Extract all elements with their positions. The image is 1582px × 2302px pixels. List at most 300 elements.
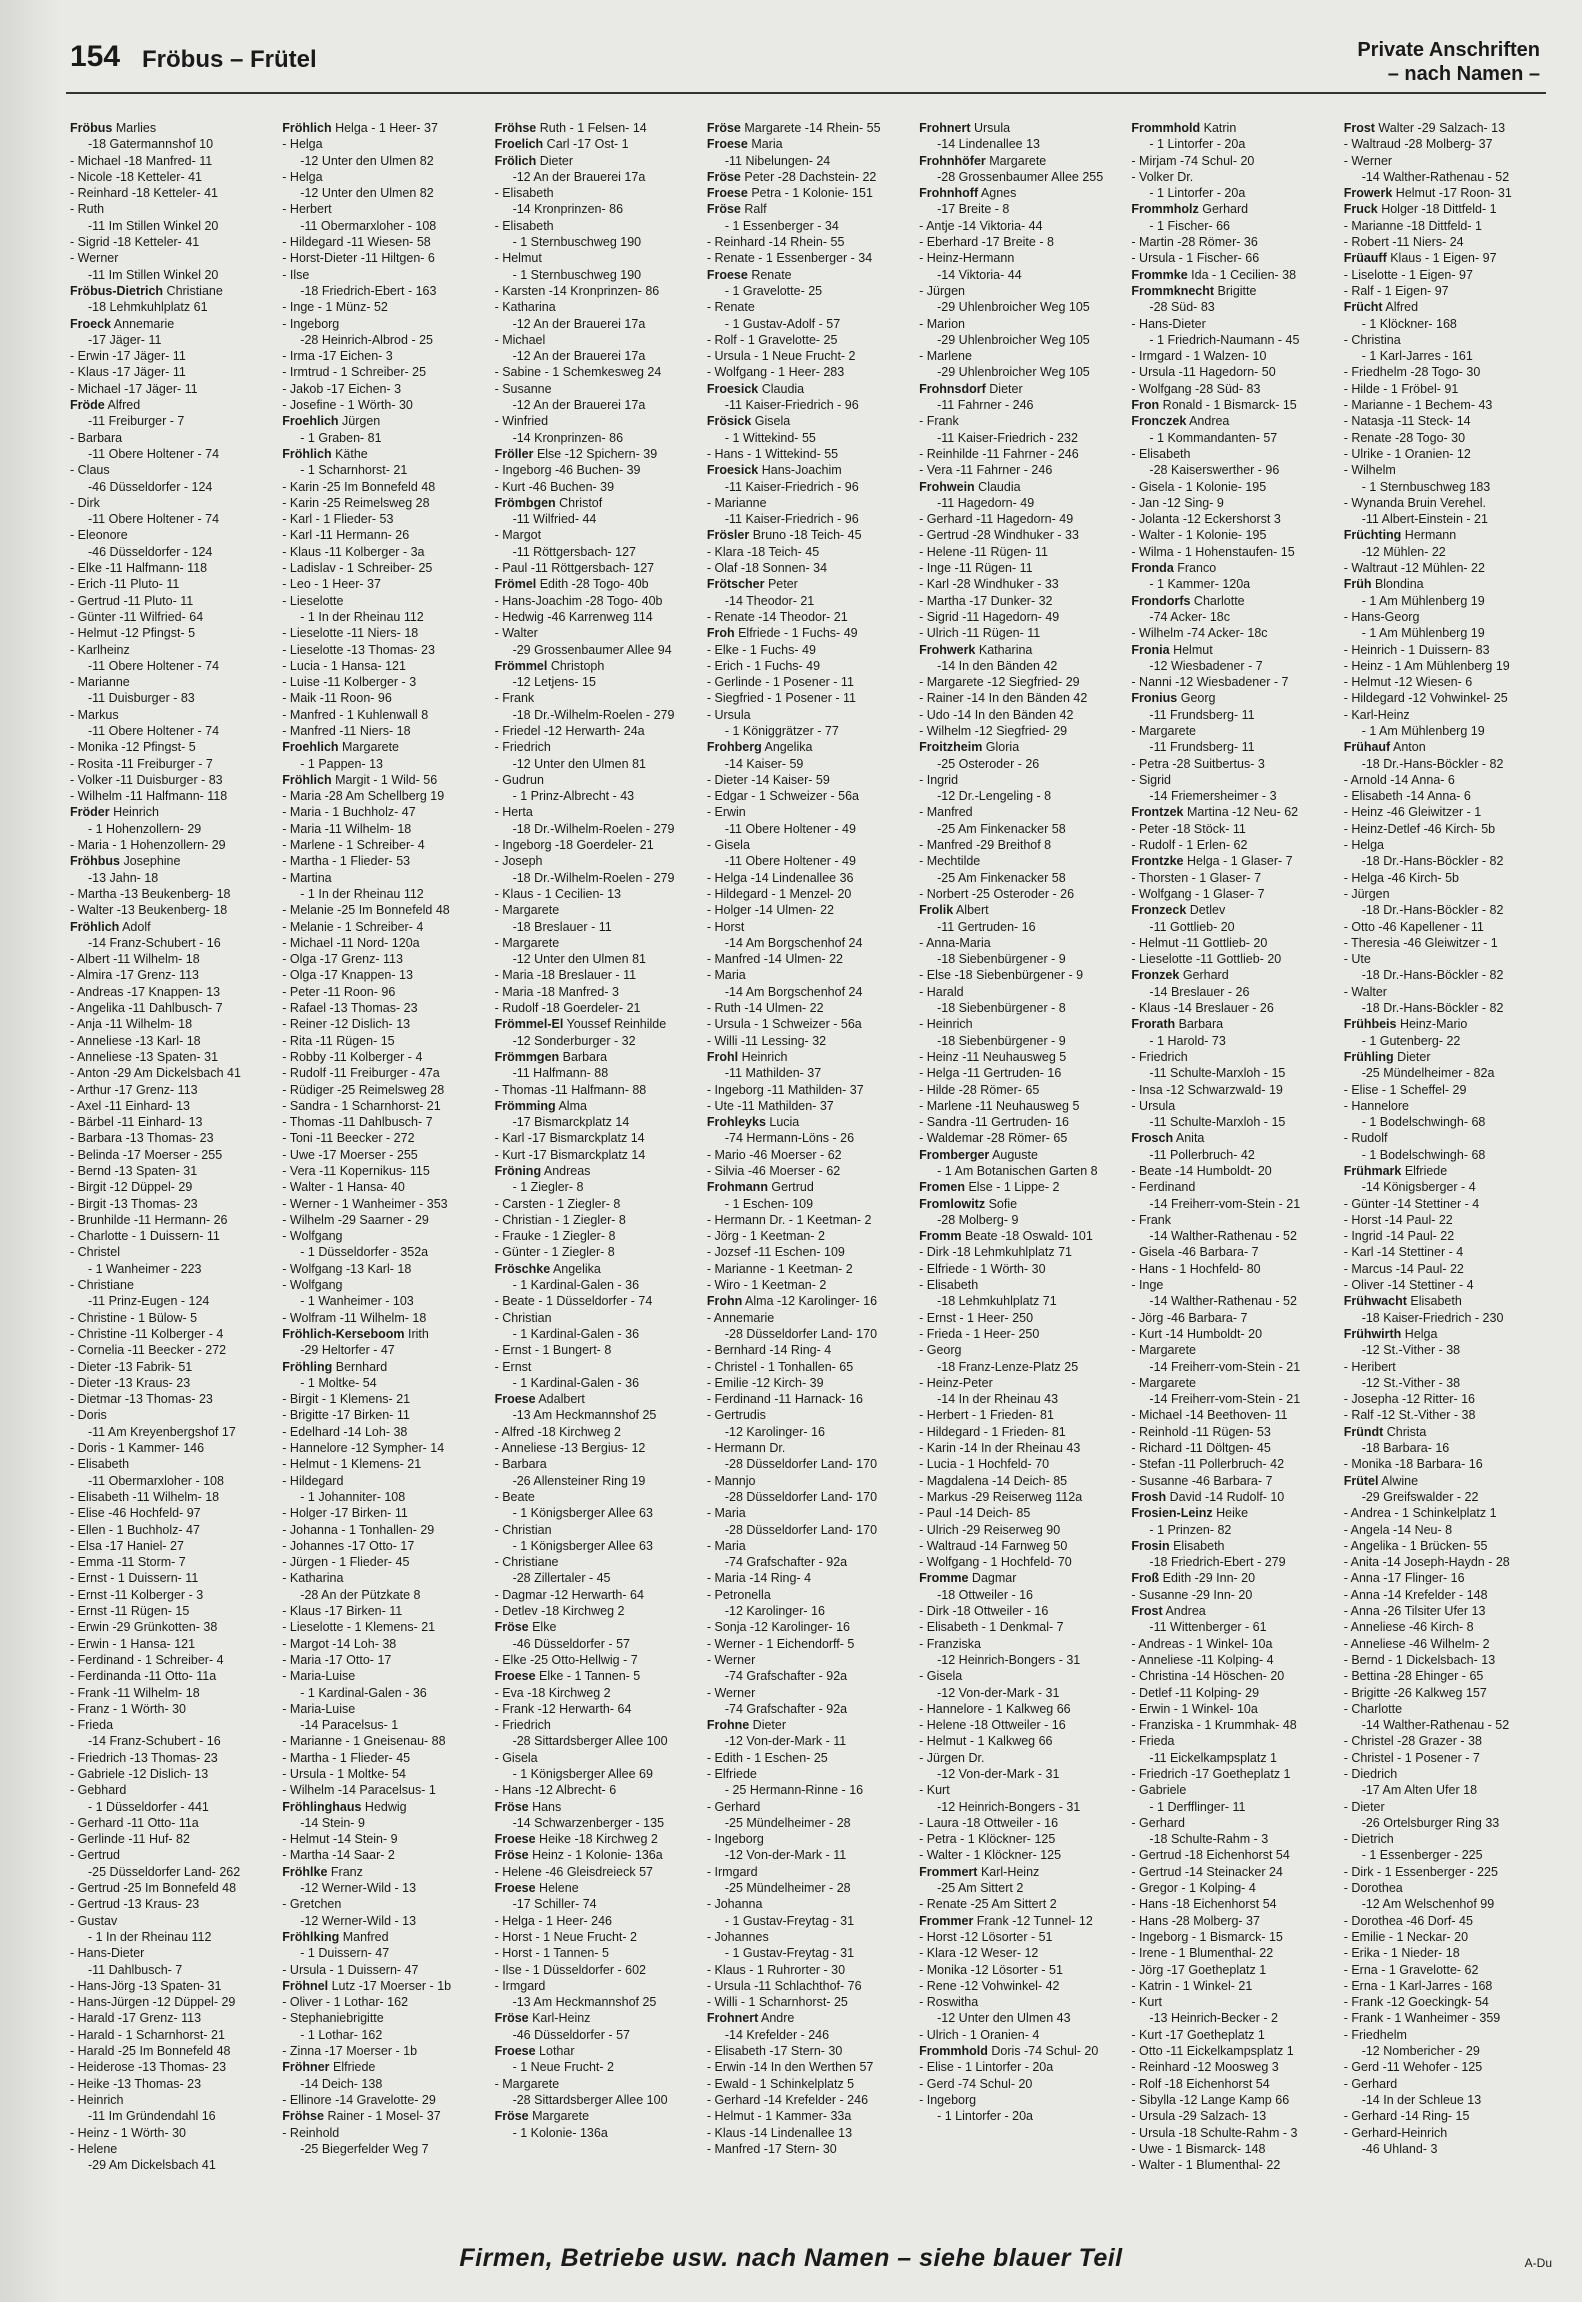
directory-entry: - 1 Königgrätzer - 77	[724, 723, 839, 738]
surname: Fröder	[70, 805, 110, 820]
directory-entry: -18 Friedrich-Ebert - 163	[300, 283, 437, 298]
directory-entry: Früchting Hermann	[1343, 528, 1457, 543]
directory-entry: - Werner - 1 Wanheimer - 353	[282, 1196, 448, 1211]
directory-entry: - Hilde - 1 Fröbel- 91	[1343, 381, 1459, 396]
directory-entry: - Christina	[1343, 332, 1401, 347]
directory-entry: - Gerlinde - 1 Posener - 11	[706, 675, 854, 690]
directory-entry: - Helene -18 Ottweiler - 16	[919, 1718, 1066, 1733]
surname: Frowerk	[1343, 186, 1393, 201]
surname: Frosch	[1131, 1131, 1174, 1146]
directory-entry: - Helga -11 Gertruden- 16	[919, 1066, 1062, 1081]
directory-entry: Fronczek Andrea	[1131, 414, 1230, 429]
directory-entry: - Herta	[494, 805, 533, 820]
directory-entry: - Rudolf -18 Goerdeler- 21	[494, 1001, 641, 1016]
directory-entry: - Manfred - 1 Kuhlenwall 8	[282, 707, 429, 722]
directory-entry: Fröde Alfred	[70, 398, 141, 413]
directory-entry: - 1 Friedrich-Naumann - 45	[1149, 332, 1300, 347]
directory-entry: - Maria-Luise	[282, 1669, 356, 1684]
directory-entry: Frösick Gisela	[706, 414, 791, 429]
surname: Fruck	[1343, 202, 1378, 217]
surname: Froese	[494, 1832, 536, 1847]
directory-entry: Frosh David -14 Rudolf- 10	[1131, 1489, 1285, 1504]
directory-entry: - Rüdiger -25 Reimelsweg 28	[282, 1082, 445, 1097]
directory-entry: -11 Am Kreyenbergshof 17	[88, 1424, 236, 1439]
directory-entry: -11 Schulte-Marxloh - 15	[1149, 1115, 1286, 1130]
surname: Frömbgen	[494, 495, 556, 510]
directory-entry: - Ursula - 1 Fischer- 66	[1131, 251, 1260, 266]
directory-entry: -11 Obere Holtener - 74	[88, 658, 220, 673]
directory-entry: - Elke - 1 Fuchs- 49	[706, 642, 816, 657]
directory-entry: - Karsten -14 Kronprinzen- 86	[494, 283, 660, 298]
directory-entry: Frontzke Helga - 1 Glaser- 7	[1131, 854, 1293, 869]
directory-entry: - Frieda - 1 Heer- 250	[919, 1326, 1040, 1341]
directory-entry: - Rudolf -11 Freiburger - 47a	[282, 1066, 440, 1081]
directory-entry: - 1 Sternbuschweg 190	[512, 267, 642, 282]
surname: Frohwein	[919, 479, 975, 494]
directory-entry: Frost Andrea	[1131, 1604, 1206, 1619]
directory-entry: - Anneliese -13 Karl- 18	[70, 1033, 201, 1048]
directory-entry: -18 Breslauer - 11	[512, 919, 612, 934]
directory-entry: -13 Jahn- 18	[88, 870, 159, 885]
directory-entry: - Gerhard	[1131, 1815, 1185, 1830]
directory-entry: Frühling Dieter	[1343, 1049, 1431, 1064]
surname: Frühmark	[1343, 1164, 1402, 1178]
surname: Froh	[706, 626, 735, 641]
directory-entry: - Klaus - 1 Ruhrorter - 30	[706, 1962, 846, 1977]
directory-entry: - Klaus -17 Birken- 11	[282, 1604, 403, 1619]
directory-entry: - Barbara	[494, 1457, 547, 1472]
directory-entry: - Georg	[919, 1343, 962, 1358]
directory-entry: Fronzek Gerhard	[1131, 968, 1229, 983]
directory-entry: -11 Wilfried- 44	[512, 512, 597, 527]
directory-entry: Fronzeck Detlev	[1131, 903, 1226, 918]
directory-entry: - Margarete	[1131, 1343, 1197, 1358]
directory-entry: -11 Duisburger - 83	[88, 691, 195, 706]
directory-entry: - Marianne	[706, 495, 767, 510]
directory-entry: - Harald -25 Im Bonnefeld 48	[70, 2044, 231, 2059]
directory-entry: - Helga -46 Kirch- 5b	[1343, 870, 1460, 885]
directory-entry: - Jörg -17 Goetheplatz 1	[1131, 1962, 1267, 1977]
surname: Frommhold	[919, 2044, 988, 2059]
directory-entry: - Sibylla -12 Lange Kamp 66	[1131, 2092, 1290, 2107]
directory-entry: -28 Grossenbaumer Allee 255	[937, 169, 1104, 184]
surname: Fröhlich	[282, 772, 332, 787]
directory-entry: - Susanne -29 Inn- 20	[1131, 1587, 1253, 1602]
directory-entry: -11 Obere Holtener - 49	[724, 854, 856, 869]
directory-entry: -14 Königsberger - 4	[1361, 1180, 1476, 1195]
directory-entry: - Michael -17 Jäger- 11	[70, 381, 198, 396]
directory-entry: - 1 Düsseldorfer - 441	[88, 1799, 209, 1814]
directory-entry: Froehlich Margarete	[282, 740, 399, 755]
directory-entry: - Kurt	[919, 1783, 950, 1798]
directory-entry: - Elisabeth	[494, 186, 554, 201]
directory-column	[1344, 120, 1550, 2180]
directory-entry: - Eleonore	[70, 528, 128, 543]
directory-entry: Fröning Andreas	[494, 1164, 591, 1178]
directory-entry: - Sabine - 1 Schemkesweg 24	[494, 365, 662, 380]
directory-entry: - Dietrich	[1343, 1832, 1394, 1847]
directory-entry: - Walter - 1 Kolonie- 195	[1131, 528, 1267, 543]
directory-entry: - Angelika -11 Dahlbusch- 7	[70, 1001, 223, 1016]
directory-entry: - Stephaniebrigitte	[282, 2011, 384, 2026]
section-heading	[1357, 38, 1540, 86]
directory-entry: Frorath Barbara	[1131, 1017, 1224, 1032]
directory-entry: - Wilma - 1 Hohenstaufen- 15	[1131, 544, 1295, 559]
directory-entry: Froelich Carl -17 Ost- 1	[494, 137, 629, 152]
directory-entry: -18 Lehmkuhlplatz 61	[88, 300, 208, 315]
directory-column	[495, 120, 701, 2180]
directory-entry: - Erwin - 1 Winkel- 10a	[1131, 1701, 1258, 1716]
directory-entry: - Margarete	[494, 935, 560, 950]
directory-entry: Frölich Dieter	[494, 153, 574, 168]
directory-entry: -14 Paracelsus- 1	[300, 1718, 399, 1733]
directory-entry: - Klaus -17 Jäger- 11	[70, 365, 186, 380]
directory-entry: - Johannes	[706, 1929, 769, 1944]
surname: Fröhlking	[282, 1929, 340, 1944]
directory-entry: - Christian	[494, 1310, 552, 1325]
directory-entry: -18 Kaiser-Friedrich - 230	[1361, 1310, 1504, 1325]
directory-entry: - Klara -18 Teich- 45	[706, 544, 820, 559]
directory-entry: Frosch Anita	[1131, 1131, 1205, 1146]
directory-entry: - Rafael -13 Thomas- 23	[282, 1001, 418, 1016]
directory-entry: Frühbeis Heinz-Mario	[1343, 1017, 1468, 1032]
directory-entry: - Horst	[706, 919, 745, 934]
directory-entry: - Ernst -11 Rügen- 15	[70, 1604, 190, 1619]
directory-entry: -18 Gatermannshof 10	[88, 137, 214, 152]
directory-entry: -14 Friemersheimer - 3	[1149, 789, 1277, 804]
directory-entry: - Margarete -12 Siegfried- 29	[919, 675, 1080, 690]
directory-entry: - Reinhard -14 Rhein- 55	[706, 235, 845, 250]
directory-entry: - Gerhard-Heinrich	[1343, 2125, 1448, 2140]
directory-entry: -46 Düsseldorfer - 124	[88, 544, 213, 559]
directory-entry: -25 Am Finkenacker 58	[937, 821, 1066, 836]
directory-entry: Fröhlking Manfred	[282, 1929, 389, 1944]
directory-entry: Fronda Franco	[1131, 561, 1217, 576]
directory-entry: -29 Grossenbaumer Allee 94	[512, 642, 672, 657]
directory-entry: - Inge	[1131, 1278, 1164, 1293]
surname: Früh	[1343, 577, 1372, 592]
directory-entry: Fröbus-Dietrich Christiane	[70, 283, 223, 298]
directory-entry: - Oliver -14 Stettiner - 4	[1343, 1278, 1474, 1293]
directory-entry: -11 Hagedorn- 49	[937, 495, 1035, 510]
directory-entry: Frömmel Christoph	[494, 658, 605, 673]
directory-entry: - Wilhelm -74 Acker- 18c	[1131, 626, 1268, 641]
directory-entry: - Dirk -18 Lehmkuhlplatz 71	[919, 1245, 1072, 1260]
directory-entry: - Ferdinand - 1 Schreiber- 4	[70, 1652, 224, 1667]
directory-entry: - Holger -14 Ulmen- 22	[706, 903, 834, 918]
directory-entry: - Sigrid -18 Ketteler- 41	[70, 235, 200, 250]
directory-entry: -11 Gottlieb- 20	[1149, 919, 1235, 934]
directory-entry: - Christine -11 Kolberger - 4	[70, 1326, 224, 1341]
directory-entry: Froese Petra - 1 Kolonie- 151	[706, 186, 873, 201]
directory-entry: - Manfred -11 Niers- 18	[282, 723, 411, 738]
directory-entry: - Helga	[282, 169, 323, 184]
directory-entry: - Volker -11 Duisburger - 83	[70, 772, 223, 787]
section-heading-line2: – nach Namen –	[1387, 63, 1540, 85]
surname: Fröbus-Dietrich	[70, 283, 164, 298]
directory-entry: -11 Obermarxloher - 108	[300, 218, 437, 233]
directory-entry: -17 Bismarckplatz 14	[512, 1115, 630, 1130]
surname: Frohberg	[706, 740, 762, 755]
directory-entry: -11 Obere Holtener - 74	[88, 512, 220, 527]
directory-entry: Frosien-Leinz Heike	[1131, 1506, 1249, 1521]
directory-entry: - Heinrich - 1 Duissern- 83	[1343, 642, 1490, 657]
directory-entry: - Detlev -18 Kirchweg 2	[494, 1604, 625, 1619]
directory-entry: - 1 In der Rheinau 112	[300, 886, 424, 901]
directory-column	[282, 120, 488, 2180]
directory-entry: - Friedrich	[494, 1718, 551, 1733]
surname: Froehlich	[282, 414, 339, 429]
directory-entry: - Ute	[1343, 952, 1371, 967]
directory-entry: Froese Maria	[706, 137, 783, 152]
directory-entry: - 1 Gustav-Freytag - 31	[724, 1946, 855, 1961]
directory-entry: -46 Düsseldorfer - 57	[512, 2027, 630, 2042]
directory-entry: - Roswitha	[919, 1995, 979, 2010]
directory-entry: - 1 Kardinal-Galen - 36	[300, 1685, 427, 1700]
surname: Froeck	[70, 316, 111, 331]
directory-entry: -26 Allensteiner Ring 19	[512, 1473, 646, 1488]
directory-entry: -28 Sittardsberger Allee 100	[512, 2092, 668, 2107]
directory-entry: - Martha -13 Beukenberg- 18	[70, 886, 231, 901]
directory-entry: -13 Am Heckmannshof 25	[512, 1995, 657, 2010]
directory-entry: - Petronella	[706, 1587, 771, 1602]
directory-entry: - Karl - 1 Flieder- 53	[282, 512, 394, 527]
directory-entry: -11 Kaiser-Friedrich - 96	[724, 398, 859, 413]
directory-entry: - Wynanda Bruin Verehel.	[1343, 495, 1487, 510]
directory-entry: - Klaus -11 Kolberger - 3a	[282, 544, 425, 559]
surname: Frömmel-El	[494, 1017, 564, 1032]
directory-entry: - Frank - 1 Wanheimer - 359	[1343, 2011, 1501, 2026]
directory-entry: - Ingeborg	[282, 316, 340, 331]
directory-entry: - Frank	[919, 414, 959, 429]
directory-entry: -12 Karolinger- 16	[724, 1604, 825, 1619]
surname: Frohl	[706, 1049, 739, 1064]
directory-entry: -28 Süd- 83	[1149, 300, 1215, 315]
directory-entry: - Jörg - 1 Keetman- 2	[706, 1229, 825, 1244]
directory-entry: - Elfriede - 1 Wörth- 30	[919, 1261, 1046, 1276]
directory-entry: - Anita -14 Joseph-Haydn - 28	[1343, 1555, 1510, 1570]
directory-entry: -18 Franz-Lenze-Platz 25	[937, 1359, 1079, 1374]
directory-entry: Froehlich Jürgen	[282, 414, 381, 429]
directory-entry: Fröse Margarete	[494, 2109, 590, 2124]
directory-entry: - 1 Johanniter- 108	[300, 1489, 406, 1504]
header-rule	[66, 92, 1546, 94]
directory-entry: - Rudolf - 1 Erlen- 62	[1131, 838, 1248, 853]
directory-entry: - 1 Fischer- 66	[1149, 218, 1230, 233]
directory-entry: - Irmgard	[494, 1978, 546, 1993]
directory-entry: - 1 Kolonie- 136a	[512, 2125, 608, 2140]
directory-entry: - Martin -28 Römer- 36	[1131, 235, 1258, 250]
directory-entry: - Elke -11 Halfmann- 118	[70, 561, 208, 576]
directory-entry: - Maria	[706, 1506, 746, 1521]
directory-entry: - Hans-Jörg -13 Spaten- 31	[70, 1978, 222, 1993]
directory-column	[707, 120, 913, 2180]
directory-entry: - Margarete	[1131, 1375, 1197, 1390]
directory-entry: - 1 Wanheimer - 223	[88, 1261, 202, 1276]
directory-entry: - 1 Neue Frucht- 2	[512, 2060, 614, 2075]
directory-entry: - Günter -14 Stettiner - 4	[1343, 1196, 1480, 1211]
surname: Fröhling	[282, 1359, 333, 1374]
directory-entry: - Helga - 1 Heer- 246	[494, 1913, 612, 1928]
directory-entry: - Elsa -17 Haniel- 27	[70, 1538, 184, 1553]
directory-entry: - Birgit -13 Thomas- 23	[70, 1196, 198, 1211]
directory-entry: - 1 Graben- 81	[300, 430, 382, 445]
directory-entry: - Claus	[70, 463, 110, 478]
directory-entry: - Ingeborg	[919, 2092, 977, 2107]
surname: Frohnert	[706, 2011, 759, 2026]
directory-entry: - Helmut - 1 Kammer- 33a	[706, 2109, 852, 2124]
directory-entry: - 1 Wanheimer - 103	[300, 1294, 414, 1309]
directory-entry: - Jörg -46 Barbara- 7	[1131, 1310, 1248, 1325]
directory-entry: - Andreas -17 Knappen- 13	[70, 984, 221, 999]
directory-entry: - Friedrich -13 Thomas- 23	[70, 1750, 218, 1765]
directory-entry: - Almira -17 Grenz- 113	[70, 968, 199, 983]
surname: Frölich	[494, 153, 537, 168]
directory-entry: Fromlowitz Sofie	[919, 1196, 1018, 1211]
directory-entry: - Elisabeth -14 Anna- 6	[1343, 789, 1471, 804]
directory-entry: - Thorsten - 1 Glaser- 7	[1131, 870, 1262, 885]
directory-entry: - Maria	[706, 968, 746, 983]
directory-entry: -18 Dr.-Hans-Böckler - 82	[1361, 854, 1504, 869]
directory-entry: - Martina	[282, 870, 332, 885]
directory-entry: - Katrin - 1 Winkel- 21	[1131, 1978, 1253, 1993]
directory-entry: - Vera -11 Fahrner - 246	[919, 463, 1053, 478]
directory-entry: - Maria - 1 Hohenzollern- 29	[70, 838, 226, 853]
directory-entry: - Gisela	[494, 1750, 538, 1765]
surname: Fröschke	[494, 1261, 551, 1276]
directory-entry: - Hildegard	[282, 1473, 344, 1488]
directory-entry: -29 Uhlenbroicher Weg 105	[937, 365, 1090, 380]
directory-entry: -12 Letjens- 15	[512, 675, 596, 690]
directory-entry: Fronia Helmut	[1131, 642, 1213, 657]
directory-entry: - Ursula - 1 Moltke- 54	[282, 1766, 406, 1781]
directory-entry: - 1 Königsberger Allee 63	[512, 1538, 653, 1553]
surname: Froesick	[706, 463, 759, 478]
directory-entry: - Reinhold -11 Rügen- 53	[1131, 1424, 1271, 1439]
directory-entry: -25 Osteroder - 26	[937, 756, 1040, 771]
directory-entry: - Axel -11 Einhard- 13	[70, 1098, 190, 1113]
directory-entry: - 1 Essenberger - 34	[724, 218, 839, 233]
directory-entry: - 1 Lintorfer - 20a	[937, 2109, 1034, 2124]
directory-entry: - Beate - 1 Düsseldorfer - 74	[494, 1294, 653, 1309]
surname: Frommert	[919, 1864, 978, 1879]
directory-entry: - Wiro - 1 Keetman- 2	[706, 1278, 827, 1293]
directory-entry: Froese Helene	[494, 1881, 579, 1896]
directory-entry: - Siegfried - 1 Posener - 11	[706, 691, 856, 706]
directory-entry: - Wilhelm -12 Siegfried- 29	[919, 723, 1068, 738]
surname: Frohnsdorf	[919, 381, 986, 396]
directory-entry: -14 Theodor- 21	[724, 593, 815, 608]
directory-entry: - Heinz-Detlef -46 Kirch- 5b	[1343, 821, 1496, 836]
directory-entry: - Erwin -17 Jäger- 11	[70, 349, 186, 364]
directory-entry: - Frank -11 Wilhelm- 18	[70, 1685, 200, 1700]
directory-entry: - Dirk - 1 Essenberger - 225	[1343, 1864, 1498, 1879]
directory-entry: - Heinrich	[919, 1017, 973, 1032]
directory-entry: - Maria -18 Manfred- 3	[494, 984, 619, 999]
surname: Fröhse	[494, 121, 537, 135]
directory-entry: - Monika -12 Pfingst- 5	[70, 740, 196, 755]
directory-entry: Fründt Christa	[1343, 1424, 1427, 1439]
directory-entry: - Michael -11 Nord- 120a	[282, 935, 420, 950]
surname: Frühwirth	[1343, 1326, 1402, 1341]
directory-entry: - Gertrud -14 Steinacker 24	[1131, 1864, 1283, 1879]
directory-entry: - Ewald - 1 Schinkelplatz 5	[706, 2076, 855, 2091]
surname: Fronda	[1131, 561, 1174, 576]
surname: Frosien-Leinz	[1131, 1506, 1213, 1521]
directory-entry: -28 Sittardsberger Allee 100	[512, 1734, 668, 1749]
directory-entry: - 1 Hohenzollern- 29	[88, 821, 202, 836]
directory-entry: -28 Düsseldorfer Land- 170	[724, 1522, 878, 1537]
directory-entry: - Heinz -46 Gleiwitzer - 1	[1343, 805, 1482, 820]
directory-entry: Froitzheim Gloria	[919, 740, 1020, 755]
directory-entry: - Dietmar -13 Thomas- 23	[70, 1392, 213, 1407]
directory-entry: - Petra - 1 Klöckner- 125	[919, 1832, 1056, 1847]
directory-entry: - Reinhard -18 Ketteler- 41	[70, 186, 218, 201]
directory-entry: - Laura -18 Ottweiler - 16	[919, 1815, 1059, 1830]
page-number: 154	[70, 40, 121, 73]
directory-entry: - Markus	[70, 707, 119, 722]
directory-entry: - Gertrudis	[706, 1408, 766, 1423]
surname: Früchting	[1343, 528, 1402, 543]
directory-entry: - Bettina -28 Ehinger - 65	[1343, 1669, 1484, 1684]
directory-entry: - Walter	[494, 626, 538, 641]
directory-entry: - 1 Ziegler- 8	[512, 1180, 584, 1195]
directory-entry: -12 Heinrich-Bongers - 31	[937, 1652, 1081, 1667]
directory-entry: - Dieter	[1343, 1799, 1385, 1814]
directory-entry: - Helene	[70, 2141, 118, 2156]
directory-entry: - Ulrike - 1 Oranien- 12	[1343, 446, 1471, 461]
directory-entry: - Anneliese -11 Kolping- 4	[1131, 1652, 1274, 1667]
directory-entry: - Charlotte	[1343, 1701, 1403, 1716]
directory-entry: - 1 Lintorfer - 20a	[1149, 137, 1246, 152]
directory-entry: - Marlene	[919, 349, 972, 364]
directory-entry: - Ruth -14 Ulmen- 22	[706, 1001, 824, 1016]
directory-entry: Früh Blondina	[1343, 577, 1424, 592]
directory-entry: Frommholz Gerhard	[1131, 202, 1249, 217]
directory-entry: - Detlef -11 Kolping- 29	[1131, 1685, 1260, 1700]
directory-entry: - Wilhelm -29 Saarner - 29	[282, 1212, 429, 1227]
directory-entry: - Michael -18 Manfred- 11	[70, 153, 213, 168]
directory-entry: - Elisabeth	[494, 218, 554, 233]
directory-entry: - Kurt -14 Humboldt- 20	[1131, 1326, 1263, 1341]
directory-entry: -12 Werner-Wild - 13	[300, 1913, 417, 1928]
directory-entry: -14 Viktoria- 44	[937, 267, 1022, 282]
directory-entry: - Erwin - 1 Hansa- 121	[70, 1636, 196, 1651]
directory-entry: - Marianne - 1 Gneisenau- 88	[282, 1734, 446, 1749]
directory-entry: - Richard -11 Döltgen- 45	[1131, 1441, 1271, 1456]
directory-entry: -11 Kaiser-Friedrich - 232	[937, 430, 1078, 445]
directory-entry: - Mechtilde	[919, 854, 981, 869]
directory-entry: -14 In der Schleue 13	[1361, 2092, 1482, 2107]
directory-entry: - Manfred -29 Breithof 8	[919, 838, 1052, 853]
surname: Froese	[706, 186, 748, 201]
directory-entry: -12 Am Welschenhof 99	[1361, 1897, 1495, 1912]
surname: Froese	[494, 1392, 536, 1407]
directory-entry: - Arnold -14 Anna- 6	[1343, 772, 1455, 787]
directory-entry: Froeck Annemarie	[70, 316, 175, 331]
directory-entry: Fröhse Rainer - 1 Mosel- 37	[282, 2109, 441, 2124]
directory-entry: -18 Siebenbürgener - 9	[937, 952, 1066, 967]
directory-entry: - Wolfgang	[282, 1278, 343, 1293]
directory-entry: - Wolfgang	[282, 1229, 343, 1244]
surname: Fröse	[494, 2011, 529, 2026]
directory-entry: - Ursula - 1 Neue Frucht- 2	[706, 349, 856, 364]
directory-entry: -14 Walther-Rathenau - 52	[1149, 1229, 1297, 1244]
directory-entry: - Liselotte - 1 Eigen- 97	[1343, 267, 1473, 282]
directory-entry: - Edgar - 1 Schweizer - 56a	[706, 789, 859, 804]
directory-entry: - Ulrich - 1 Oranien- 4	[919, 2027, 1040, 2042]
directory-entry: Fröse Elke	[494, 1620, 557, 1635]
